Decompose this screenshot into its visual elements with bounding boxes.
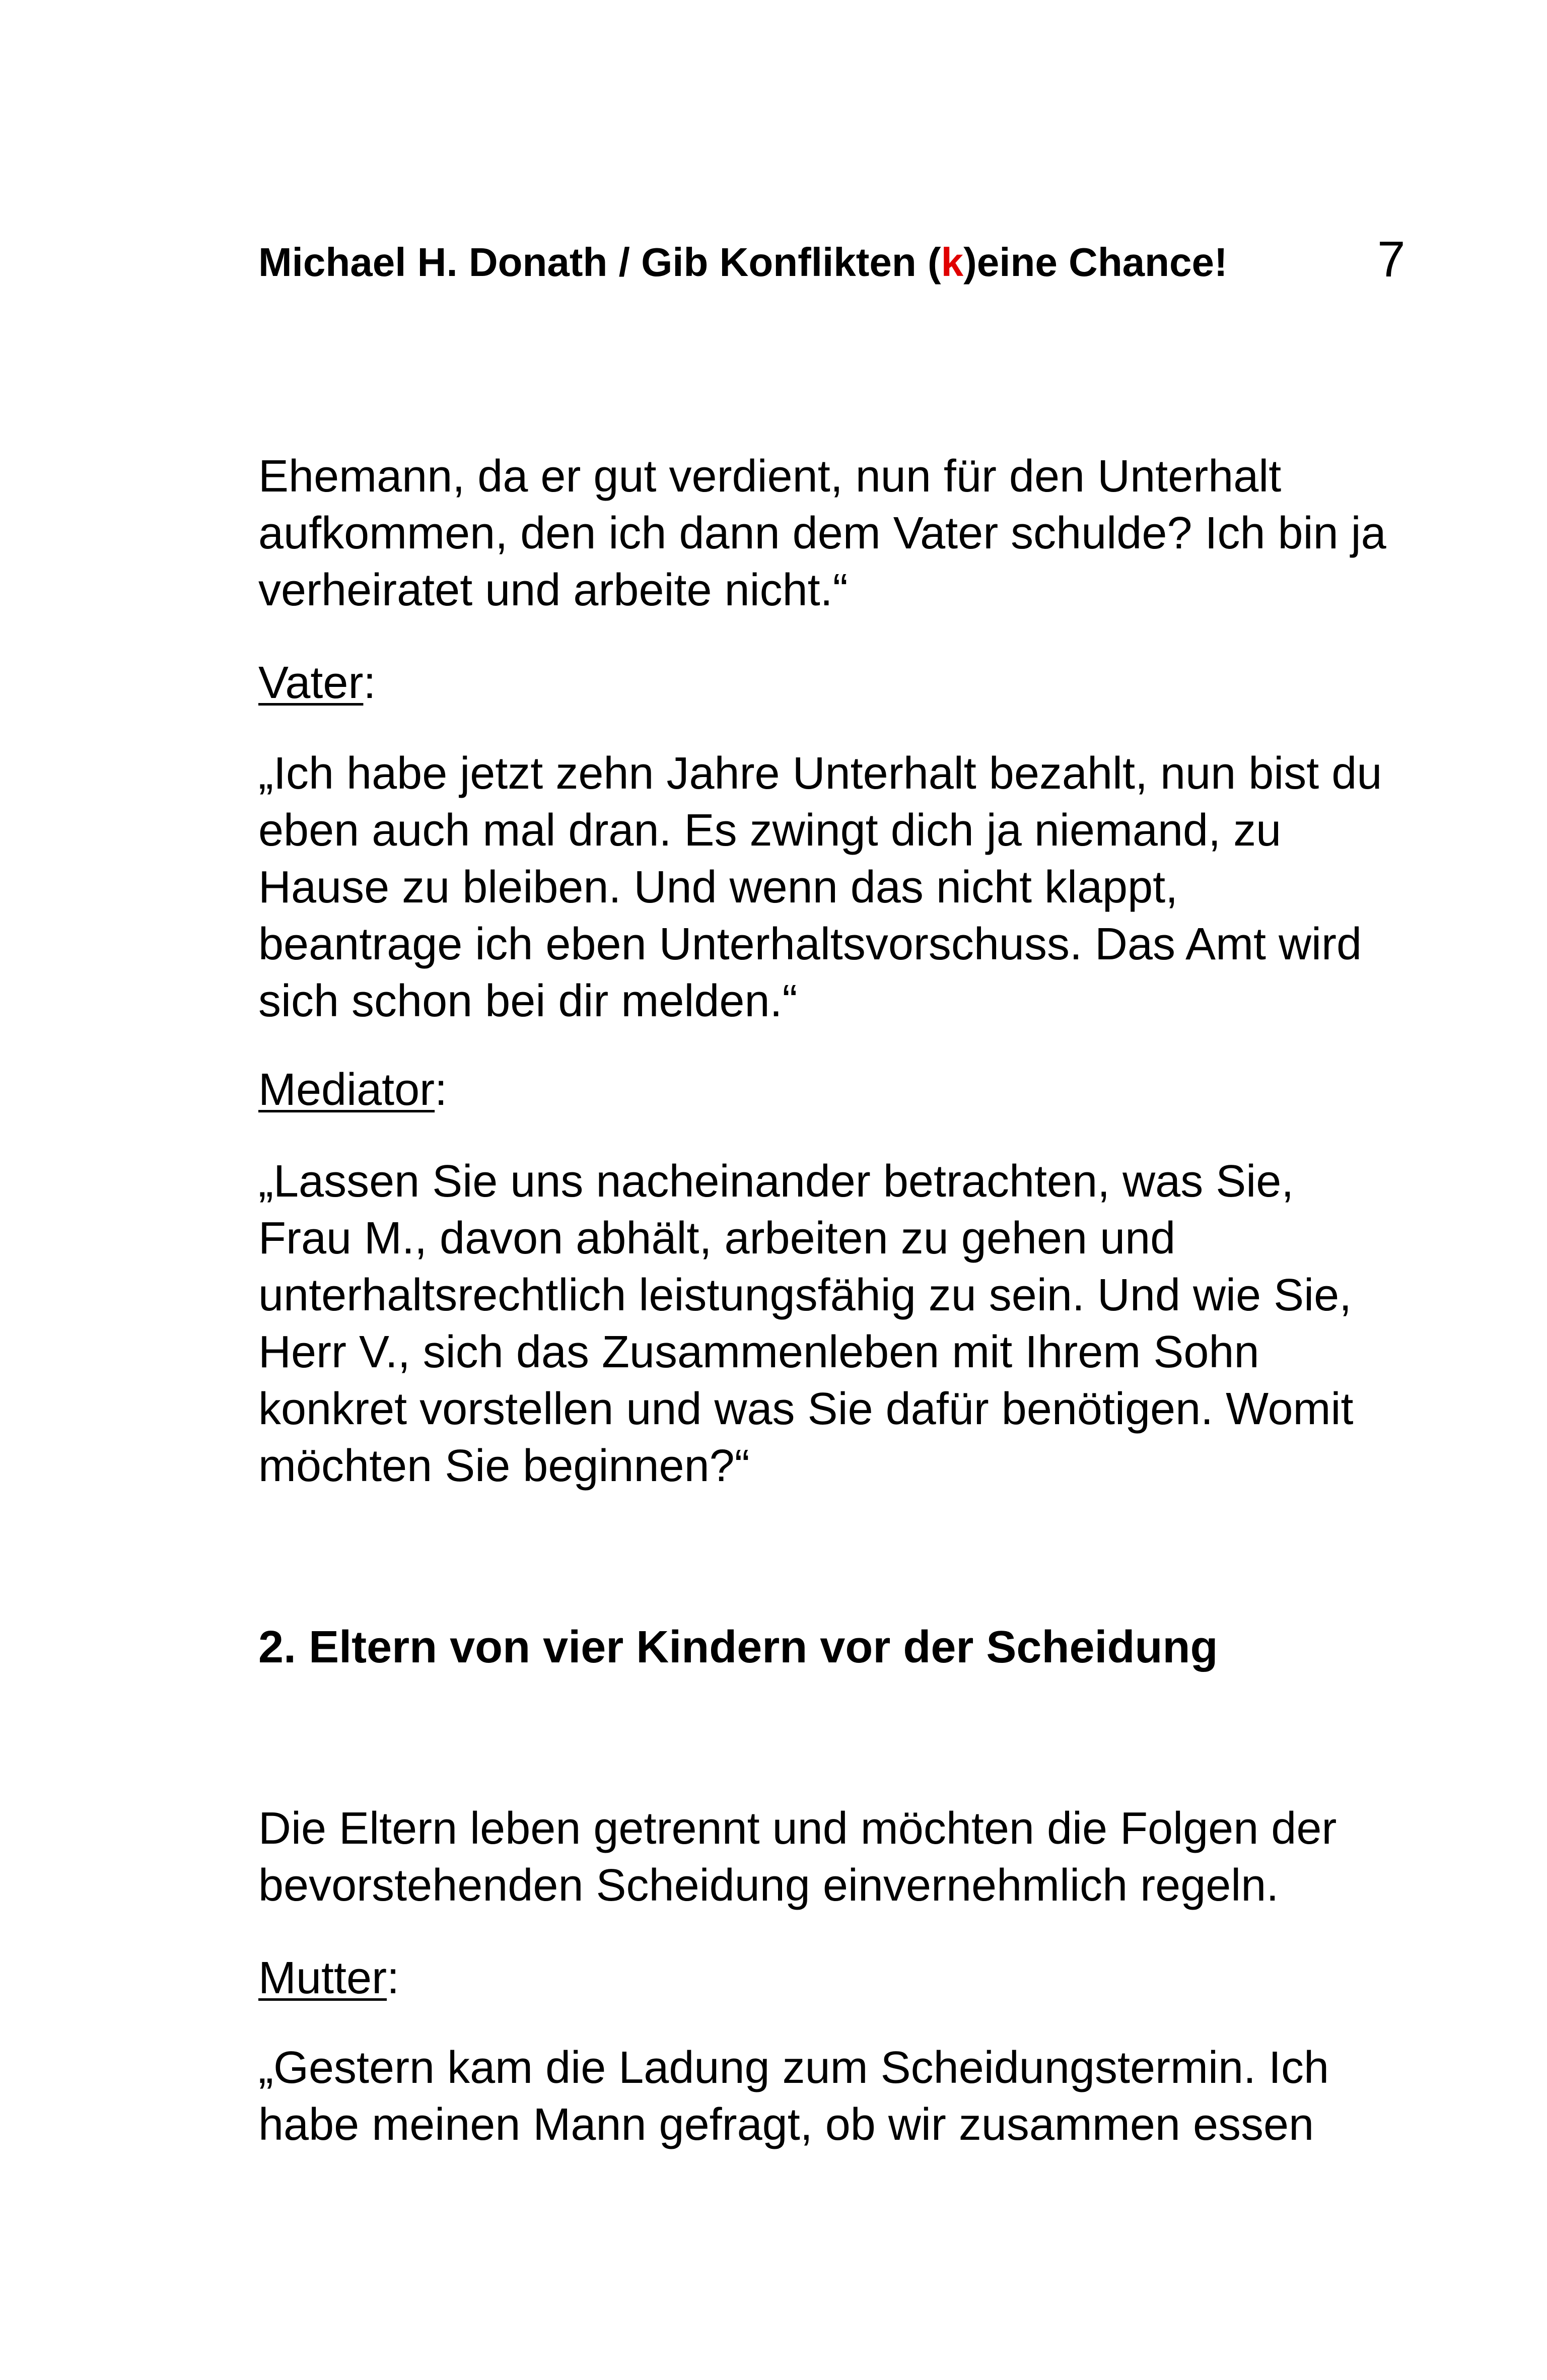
paragraph-line: eben auch mal dran. Es zwingt dich ja niemand, zu — [258, 805, 1282, 856]
paragraph-line: verheiratet und arbeite nicht.“ — [258, 565, 848, 615]
paragraph-line: Ehemann, da er gut verdient, nun für den Unterhalt — [258, 451, 1282, 502]
paragraph-line: Frau M., davon abhält, arbeiten zu gehen und — [258, 1213, 1176, 1264]
speaker-colon: : — [435, 1065, 448, 1115]
paragraph-line: bevorstehenden Scheidung einvernehmlich regeln. — [258, 1860, 1279, 1911]
running-head-accent-letter: k — [941, 240, 964, 285]
speaker-label-vater — [258, 655, 376, 712]
paragraph-line: Hause zu bleiben. Und wenn das nicht klappt, — [258, 862, 1178, 913]
section-heading: 2. Eltern von vier Kindern vor der Scheidung — [258, 1622, 1218, 1672]
page-number: 7 — [1377, 231, 1405, 288]
paragraph-line: „Lassen Sie uns nacheinander betrachten, was Sie, — [258, 1156, 1294, 1207]
speaker-colon: : — [363, 658, 376, 708]
running-head-title-start: Michael H. Donath / Gib Konflikten ( — [258, 240, 941, 285]
paragraph-line: sich schon bei dir melden.“ — [258, 976, 798, 1026]
paragraph-line: aufkommen, den ich dann dem Vater schulde? Ich bin ja — [258, 508, 1386, 558]
speaker-name: Vater — [258, 658, 364, 708]
paragraph-line: möchten Sie beginnen?“ — [258, 1441, 750, 1491]
paragraph-continuation — [258, 448, 1437, 619]
paragraph-vater-quote — [258, 745, 1437, 1030]
speaker-name: Mutter — [258, 1953, 387, 2003]
running-head — [258, 235, 1228, 290]
paragraph-line: „Gestern kam die Ladung zum Scheidungstermin. Ich — [258, 2043, 1329, 2093]
paragraph-section-intro — [258, 1800, 1437, 1914]
paragraph-line: unterhaltsrechtlich leistungsfähig zu sein. Und wie Sie, — [258, 1270, 1352, 1320]
speaker-label-mutter — [258, 1950, 399, 2007]
paragraph-line: habe meinen Mann gefragt, ob wir zusammen essen — [258, 2099, 1314, 2150]
speaker-colon: : — [387, 1953, 400, 2003]
speaker-name: Mediator — [258, 1065, 435, 1115]
running-head-title-end: )eine Chance! — [963, 240, 1228, 285]
paragraph-mediator-quote — [258, 1153, 1437, 1495]
paragraph-line: konkret vorstellen und was Sie dafür benötigen. Womit — [258, 1384, 1354, 1434]
paragraph-line: Herr V., sich das Zusammenleben mit Ihrem Sohn — [258, 1327, 1259, 1377]
paragraph-mutter-quote — [258, 2040, 1437, 2153]
paragraph-line: beantrage ich eben Unterhaltsvorschuss. Das Amt wird — [258, 919, 1362, 969]
paragraph-line: Die Eltern leben getrennt und möchten die Folgen der — [258, 1803, 1337, 1854]
paragraph-line: „Ich habe jetzt zehn Jahre Unterhalt bezahlt, nun bist du — [258, 748, 1382, 799]
speaker-label-mediator — [258, 1062, 447, 1118]
